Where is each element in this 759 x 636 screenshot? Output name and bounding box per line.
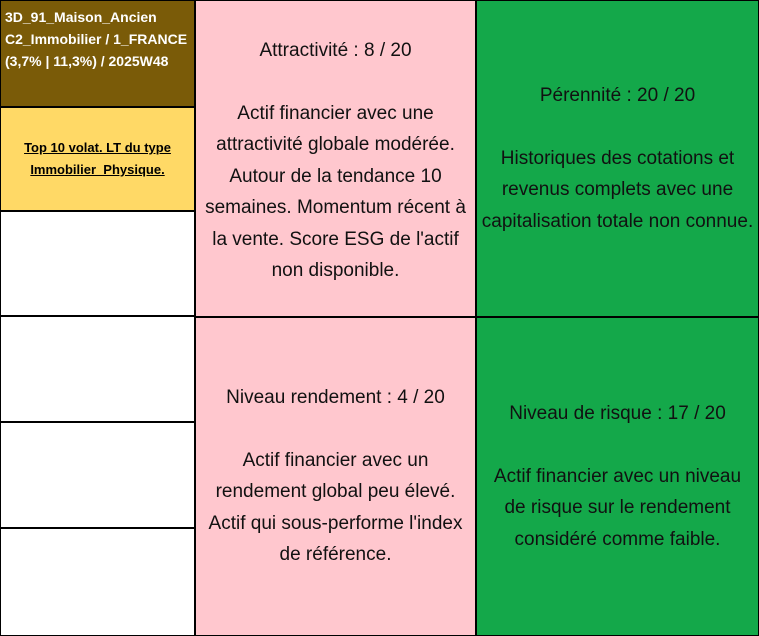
empty-cell	[0, 211, 195, 316]
asset-code: 3D_91_Maison_Ancien	[5, 9, 157, 25]
attractivite-score: Attractivité : 8 / 20	[259, 40, 412, 61]
attractivite-panel	[195, 0, 476, 317]
perennite-description: Historiques des cotations et revenus complets avec une capitalisation totale non connue.	[481, 147, 754, 232]
risque-panel	[476, 317, 759, 636]
empty-cell	[0, 316, 195, 422]
asset-metrics-week: (3,7% | 11,3%) / 2025W48	[5, 53, 169, 69]
empty-cell	[0, 422, 195, 528]
risque-description: Actif financier avec un niveau de risque sur le rendement considéré comme faible.	[493, 465, 742, 550]
asset-category-country: C2_Immobilier / 1_FRANCE	[5, 31, 188, 47]
empty-cell	[0, 528, 195, 636]
rendement-panel	[195, 317, 476, 636]
perennite-panel	[476, 0, 759, 317]
asset-title-cell	[0, 0, 195, 107]
attractivite-description: Actif financier avec une attractivité globale modérée. Autour de la tendance 10 semaines. Momentum récent à la vente. Score ESG de l'actif non disponible.	[205, 102, 466, 281]
rendement-description: Actif financier avec un rendement global peu élevé. Actif qui sous-performe l'index de référence.	[208, 449, 463, 566]
perennite-score: Pérennité : 20 / 20	[539, 85, 696, 106]
risque-score: Niveau de risque : 17 / 20	[509, 403, 726, 424]
ranking-tag-label: Top 10 volat. LT du type Immobilier_Physique.	[24, 140, 171, 177]
rendement-score: Niveau rendement : 4 / 20	[226, 387, 445, 409]
ranking-tag-cell	[0, 107, 195, 211]
